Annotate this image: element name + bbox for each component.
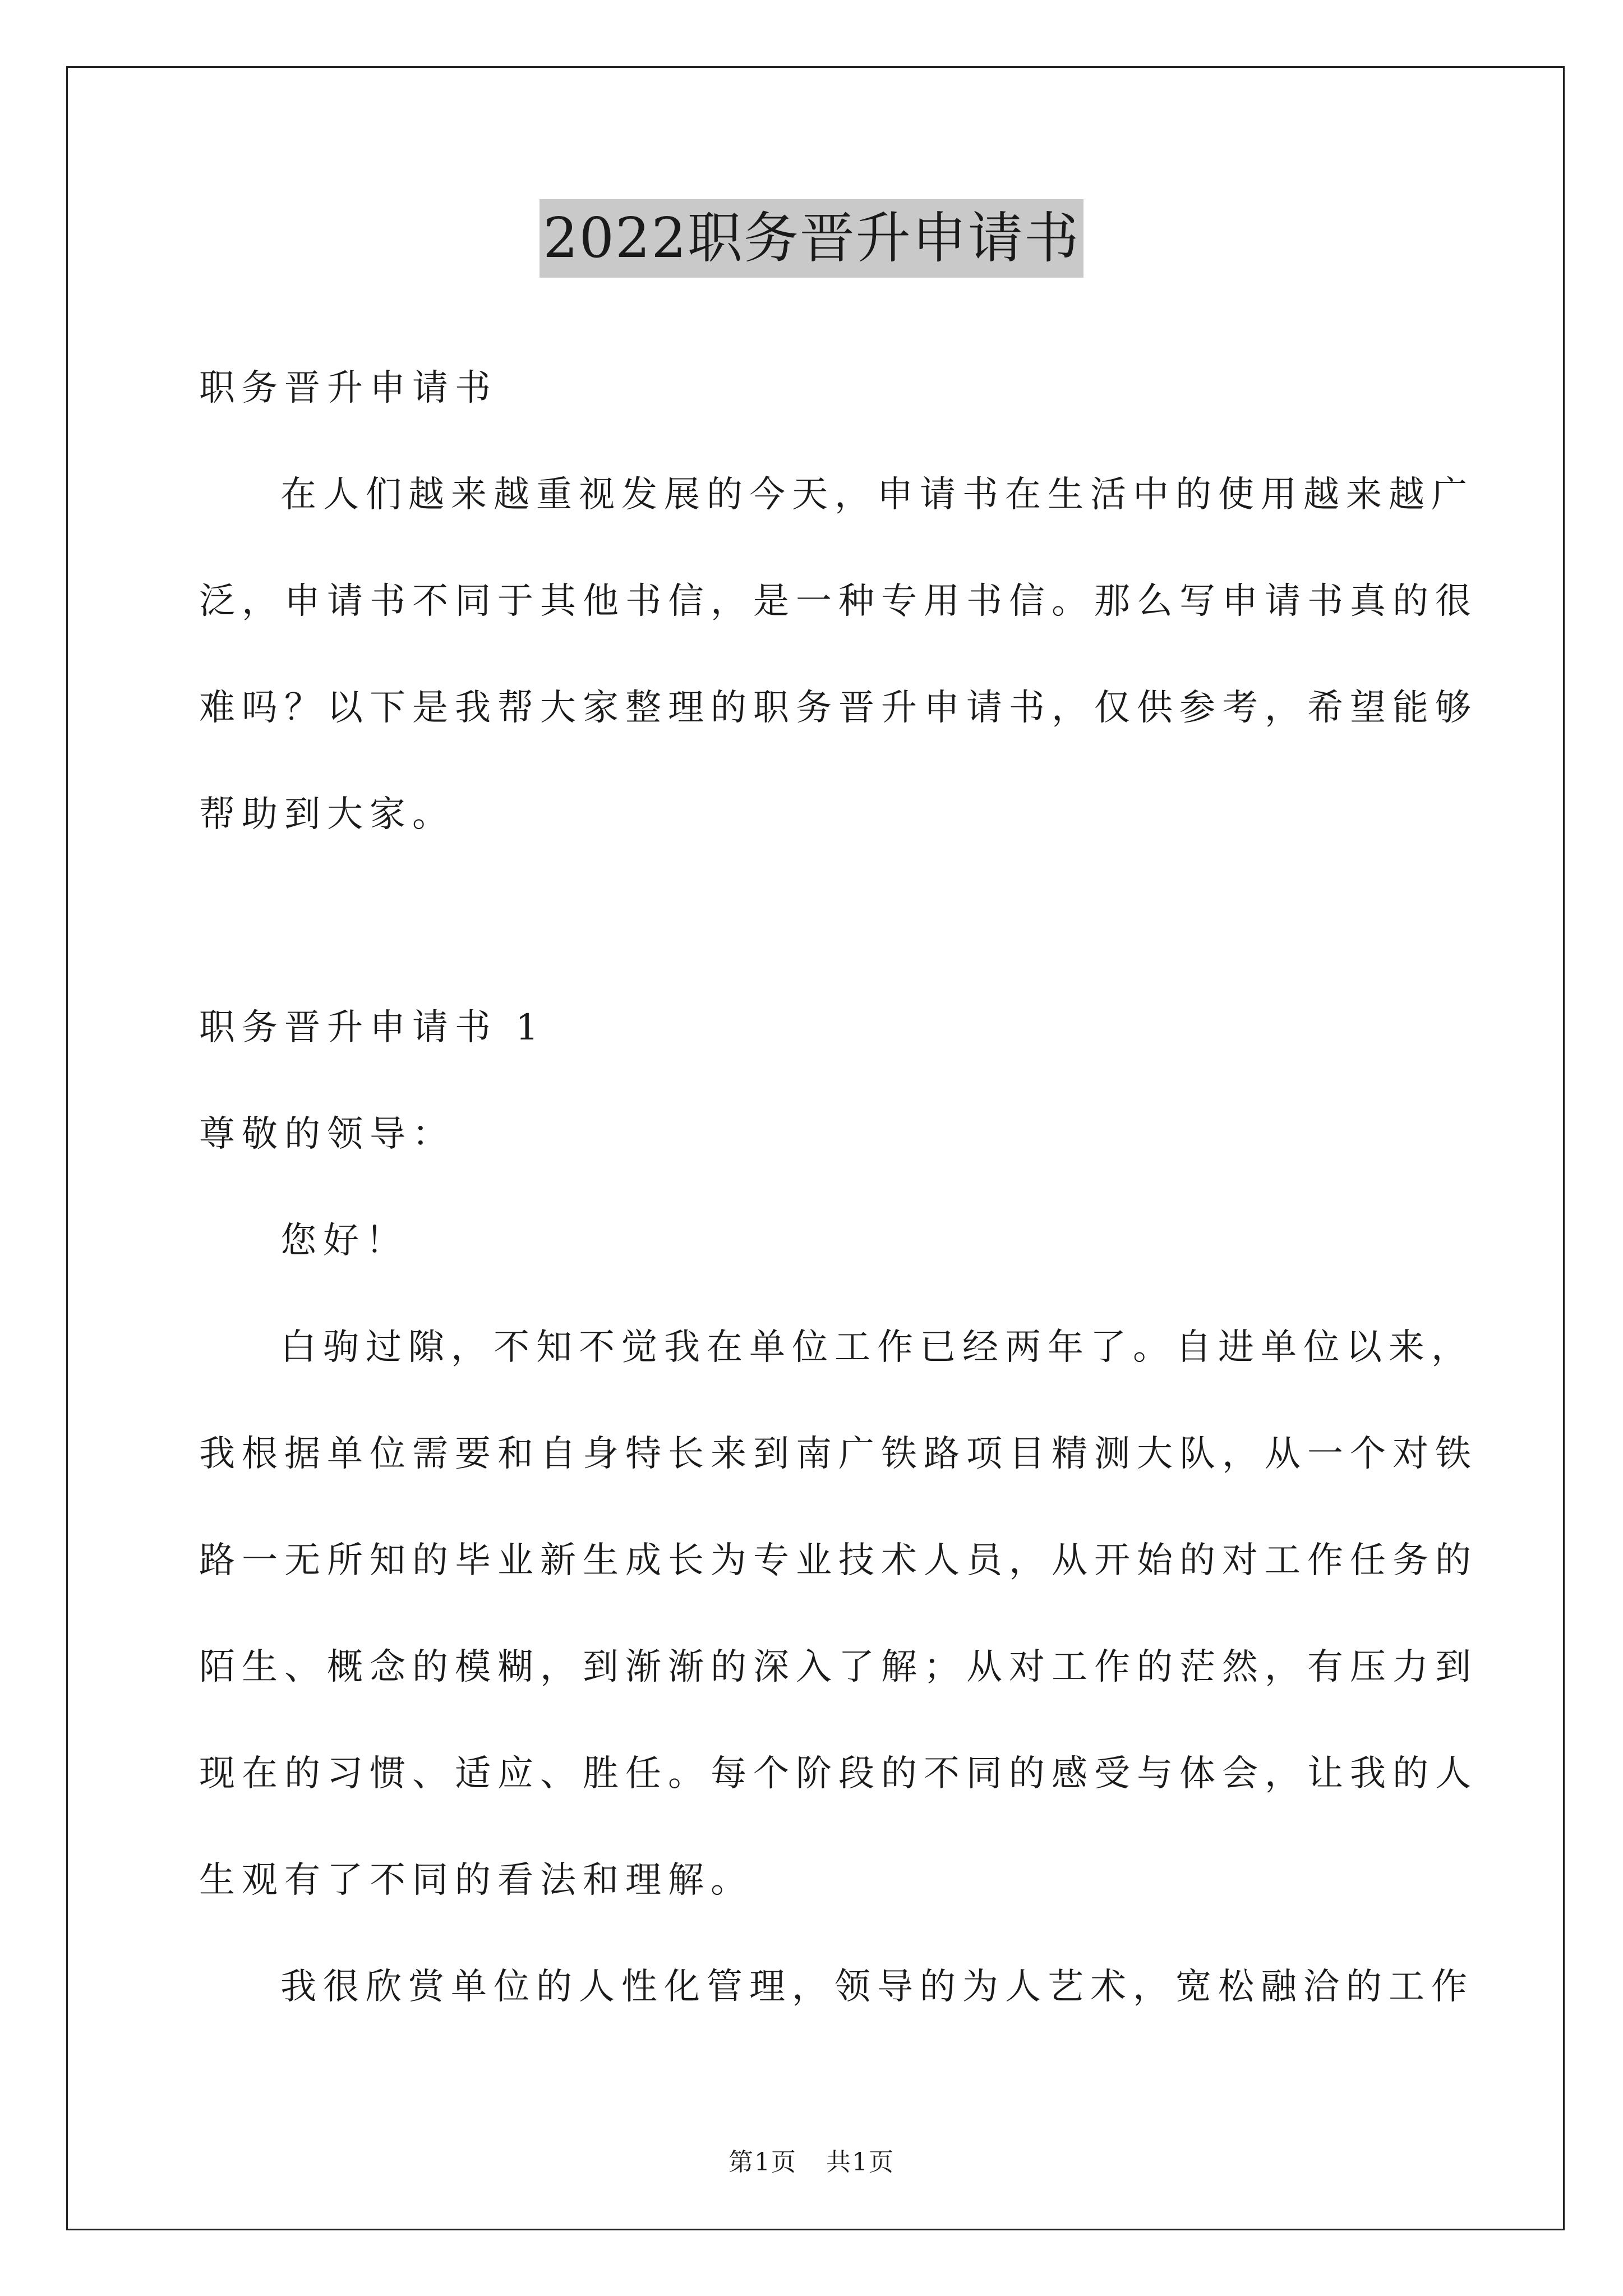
salutation: 尊敬的领导： (199, 1114, 455, 1155)
paragraph1-line-4: 陌生、概念的模糊，到渐渐的深入了解；从对工作的茫然，有压力到 (199, 1646, 1478, 1688)
intro-line-3: 难吗？以下是我帮大家整理的职务晋升申请书，仅供参考，希望能够 (199, 687, 1478, 729)
title-container (0, 199, 1623, 278)
page-number: 第1页 (728, 2148, 797, 2177)
intro-line-1: 在人们越来越重视发展的今天，申请书在生活中的使用越来越广 (280, 474, 1474, 516)
subtitle: 职务晋升申请书 (199, 367, 497, 409)
paragraph1-line-3: 路一无所知的毕业新生成长为专业技术人员，从开始的对工作任务的 (199, 1540, 1478, 1581)
paragraph1-line-5: 现在的习惯、适应、胜任。每个阶段的不同的感受与体会，让我的人 (199, 1753, 1478, 1795)
page-footer (0, 2142, 1623, 2178)
intro-line-4: 帮助到大家。 (199, 794, 455, 835)
paragraph1-line-6: 生观有了不同的看法和理解。 (199, 1860, 753, 1901)
intro-line-2: 泛，申请书不同于其他书信，是一种专用书信。那么写申请书真的很 (199, 581, 1478, 622)
section-title: 职务晋升申请书 1 (199, 1007, 546, 1048)
paragraph1-line-1: 白驹过隙，不知不觉我在单位工作已经两年了。自进单位以来， (280, 1327, 1474, 1368)
page-total: 共1页 (826, 2148, 895, 2177)
paragraph2-line-1: 我很欣赏单位的人性化管理，领导的为人艺术，宽松融洽的工作 (280, 1966, 1474, 2008)
document-title: 2022职务晋升申请书 (540, 199, 1083, 278)
greeting: 您好！ (280, 1220, 408, 1262)
paragraph1-line-2: 我根据单位需要和自身特长来到南广铁路项目精测大队，从一个对铁 (199, 1433, 1478, 1475)
